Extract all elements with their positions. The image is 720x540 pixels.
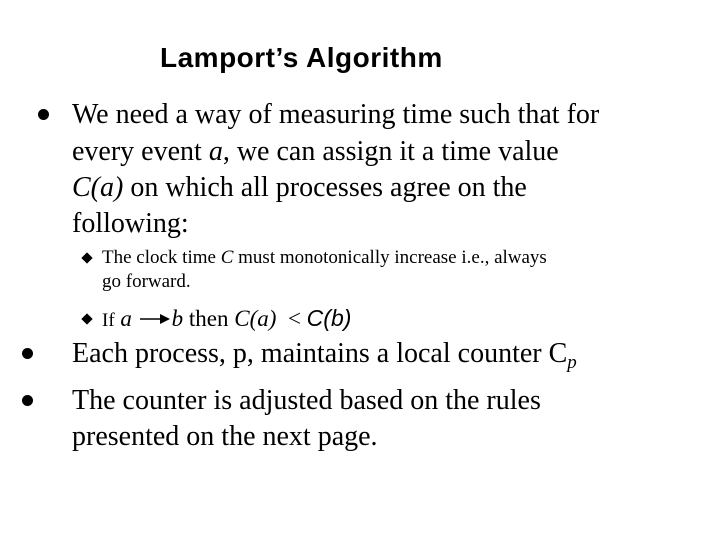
counter-subscript: p: [567, 352, 577, 373]
cb-expr: C(b): [306, 305, 352, 331]
bullet-dot-icon: [38, 109, 49, 120]
bullet-dot-icon: [22, 348, 33, 359]
var-c: C: [220, 247, 234, 268]
sub1-line1: [102, 246, 547, 270]
bullet2-text: Each process, p, maintains a local counter C: [72, 338, 568, 369]
sub1-line1-post: must monotonically increase i.e., always: [233, 247, 547, 268]
diamond-bullet-icon: [81, 313, 92, 324]
ca-expr: C(a): [234, 306, 277, 331]
if-word: If: [102, 310, 115, 331]
var-b: b: [171, 306, 184, 331]
bullet3-line1: The counter is adjusted based on the rules: [72, 385, 541, 416]
var-ca: C(a): [72, 172, 124, 203]
then-word: then: [188, 306, 229, 331]
bullet1-line3: [72, 170, 527, 205]
diamond-bullet-icon: [81, 252, 92, 263]
bullet1-line3-post: on which all processes agree on the: [123, 172, 527, 203]
bullet1-line2: [72, 134, 559, 169]
sub2-line: [102, 304, 351, 335]
slide-title: Lamport’s Algorithm: [160, 42, 443, 73]
sub1-line1-pre: The clock time: [102, 247, 221, 268]
var-a: a: [208, 136, 223, 167]
less-than: <: [287, 306, 301, 331]
bullet1-line4: following:: [72, 208, 189, 239]
bullet2-line: [72, 336, 577, 380]
bullet1-line2-post: , we can assign it a time value: [222, 136, 559, 167]
right-arrow-icon: [138, 311, 172, 327]
bullet1-line2-pre: every event: [72, 136, 209, 167]
bullet3-line2: presented on the next page.: [72, 421, 378, 452]
var-a: a: [120, 306, 132, 331]
bullet1-line1: We need a way of measuring time such that for: [72, 99, 600, 130]
sub1-line2: go forward.: [102, 271, 191, 292]
bullet-dot-icon: [22, 395, 33, 406]
